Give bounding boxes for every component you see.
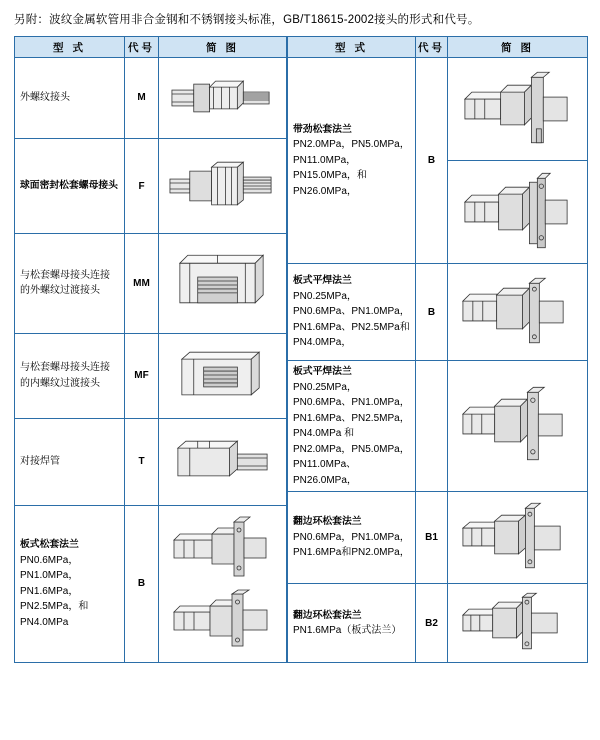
page-title: 另附：波纹金属软管用非合金钢和不锈钢接头标准，GB/T18615-2002接头的形式和代号。 <box>14 14 480 26</box>
type-name: 球面密封松套螺母接头 <box>15 138 125 233</box>
column-header-figure: 简 图 <box>159 37 287 58</box>
type-name: 板式平焊法兰 PN0.25MPa，PN0.6MPa、PN1.0MPa，PN1.6MPa、PN2.5MPa和PN4.0MPa， <box>288 264 416 361</box>
figure-cell <box>448 58 588 161</box>
flanged-ring-lap-joint-figure-2 <box>453 587 582 659</box>
figure-cell <box>448 584 588 663</box>
type-code: M <box>125 58 159 139</box>
type-code <box>416 361 448 492</box>
ribbed-lap-joint-flange-figure-b <box>453 166 582 258</box>
table-row <box>288 361 588 492</box>
right-spec-table <box>287 36 588 663</box>
figure-cell <box>448 161 588 264</box>
plate-flat-welding-flange-figure <box>453 269 582 355</box>
table-row <box>288 264 588 361</box>
table-row <box>288 492 588 584</box>
column-header-figure: 简 图 <box>448 37 588 58</box>
type-name: 外螺纹接头 <box>15 58 125 139</box>
type-code: B1 <box>416 492 448 584</box>
type-name: 带劲松套法兰 PN2.0MPa，PN5.0MPa，PN11.0MPa，PN15.0MPa，和PN26.0MPa， <box>288 58 416 264</box>
internal-thread-transition-figure <box>164 345 281 407</box>
external-thread-transition-figure <box>164 247 281 319</box>
column-header-code: 代号 <box>125 37 159 58</box>
type-code: F <box>125 138 159 233</box>
table-row <box>15 138 287 233</box>
table-row <box>15 234 287 333</box>
type-code: T <box>125 418 159 505</box>
plate-flat-welding-flange-figure-2 <box>453 376 582 476</box>
ribbed-lap-joint-flange-figure-a <box>453 63 582 155</box>
column-header-code: 代号 <box>416 37 448 58</box>
figure-cell <box>159 58 287 139</box>
type-name: 板式松套法兰 PN0.6MPa，PN1.0MPa，PN1.6MPa，PN2.5MPa，和PN4.0MPa <box>15 505 125 663</box>
type-code: B <box>416 58 448 264</box>
table-row <box>15 505 287 663</box>
figure-cell <box>448 492 588 584</box>
table-row <box>15 333 287 418</box>
type-code: B2 <box>416 584 448 663</box>
threaded-connector-figure <box>164 68 281 128</box>
type-code: MM <box>125 234 159 333</box>
figure-cell <box>159 505 287 663</box>
figure-cell <box>159 333 287 418</box>
plate-lap-joint-flange-figure <box>164 514 281 654</box>
type-name: 与松套螺母接头连接的内螺纹过渡接头 <box>15 333 125 418</box>
table-row <box>288 58 588 161</box>
figure-cell <box>159 234 287 333</box>
spherical-seal-union-nut-figure <box>164 153 281 219</box>
table-row <box>15 58 287 139</box>
table-row <box>288 584 588 663</box>
table-row <box>15 418 287 505</box>
tables-container <box>0 36 600 663</box>
table-header-row <box>15 37 287 58</box>
figure-cell <box>159 138 287 233</box>
flanged-ring-lap-joint-figure <box>453 496 582 580</box>
table-header-row <box>288 37 588 58</box>
figure-cell <box>159 418 287 505</box>
column-header-type: 型 式 <box>15 37 125 58</box>
type-code: B <box>125 505 159 663</box>
butt-weld-pipe-figure <box>164 430 281 494</box>
type-name: 翻边环松套法兰 PN1.6MPa（板式法兰） <box>288 584 416 663</box>
type-code: MF <box>125 333 159 418</box>
type-name: 与松套螺母接头连接的外螺纹过渡接头 <box>15 234 125 333</box>
figure-cell <box>448 361 588 492</box>
type-name: 对接焊管 <box>15 418 125 505</box>
figure-cell <box>448 264 588 361</box>
column-header-type: 型 式 <box>288 37 416 58</box>
type-name: 翻边环松套法兰 PN0.6MPa，PN1.0MPa，PN1.6MPa和PN2.0MPa， <box>288 492 416 584</box>
type-name: 板式平焊法兰 PN0.25MPa，PN0.6MPa、PN1.0MPa，PN1.6MPa、PN2.5MPa，PN4.0MPa 和PN2.0MPa，PN5.0MPa，PN11.0MPa、PN26.0MPa， <box>288 361 416 492</box>
left-spec-table <box>14 36 287 663</box>
type-code: B <box>416 264 448 361</box>
